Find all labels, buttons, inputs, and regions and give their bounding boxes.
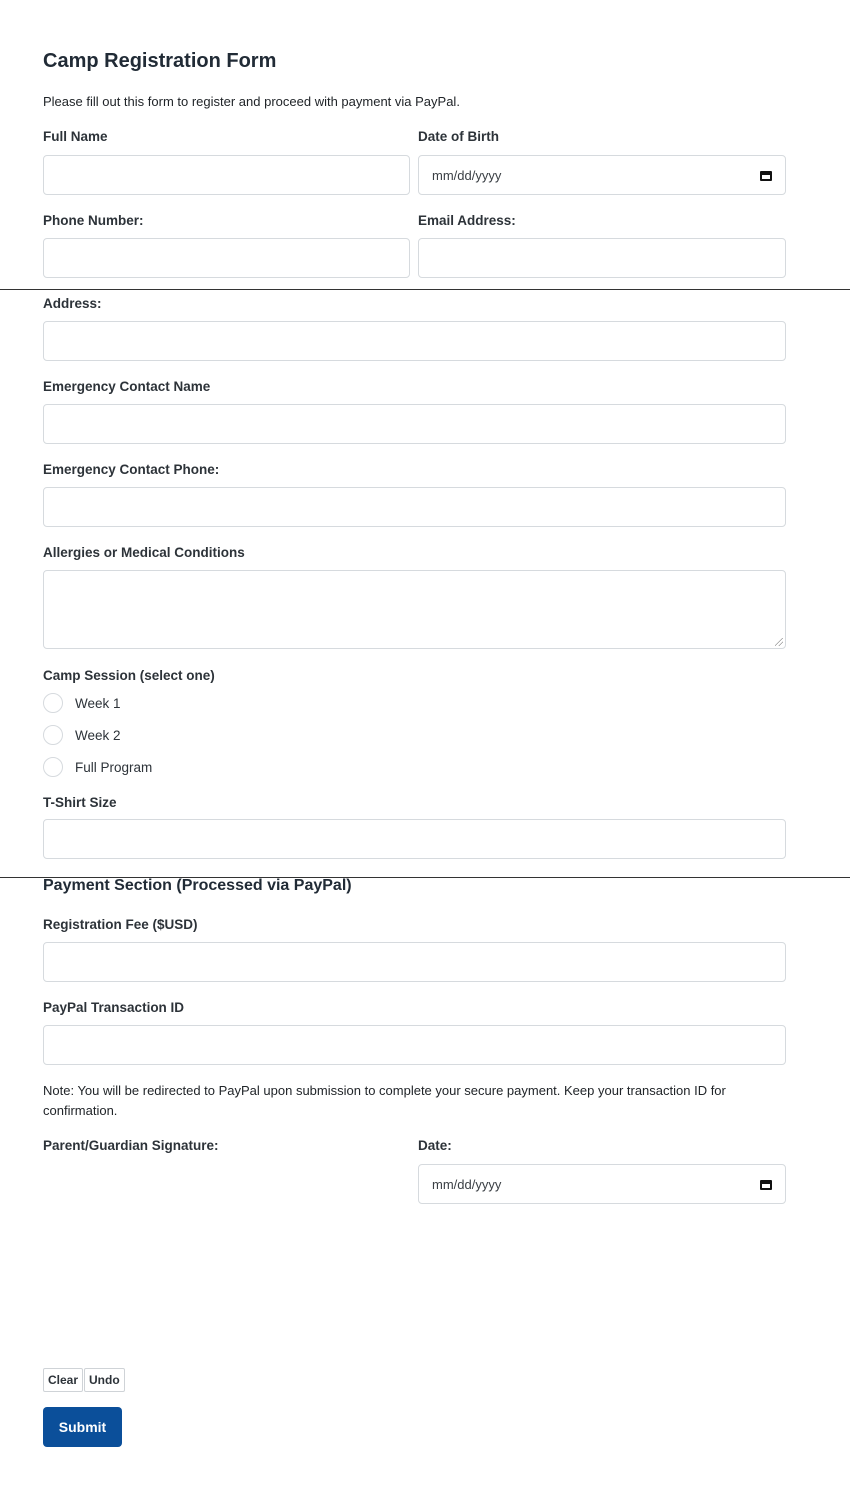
full-name-label: Full Name bbox=[43, 129, 108, 144]
phone-number-label: Phone Number: bbox=[43, 213, 144, 228]
section-divider bbox=[0, 289, 850, 290]
calendar-icon[interactable] bbox=[760, 1179, 772, 1190]
allergies-label: Allergies or Medical Conditions bbox=[43, 545, 245, 560]
signature-pad[interactable] bbox=[43, 1162, 403, 1357]
resize-grip-icon[interactable] bbox=[775, 638, 783, 646]
paypal-transaction-id-input[interactable] bbox=[43, 1025, 786, 1065]
radio-label: Week 1 bbox=[75, 695, 121, 711]
date-of-birth-label: Date of Birth bbox=[418, 129, 499, 144]
radio-button[interactable] bbox=[43, 693, 63, 713]
payment-section-heading: Payment Section (Processed via PayPal) bbox=[43, 877, 352, 894]
phone-number-input[interactable] bbox=[43, 238, 410, 278]
camp-session-label: Camp Session (select one) bbox=[43, 668, 215, 683]
address-input[interactable] bbox=[43, 321, 786, 361]
radio-button[interactable] bbox=[43, 757, 63, 777]
emergency-contact-phone-label: Emergency Contact Phone: bbox=[43, 462, 220, 477]
payment-note: Note: You will be redirected to PayPal upon submission to complete your secure payment. Keep your transaction ID for confirmation. bbox=[43, 1083, 726, 1118]
session-option-week-2[interactable] bbox=[43, 725, 121, 745]
submit-button[interactable]: Submit bbox=[43, 1407, 122, 1447]
undo-signature-button[interactable]: Undo bbox=[84, 1368, 125, 1392]
email-address-label: Email Address: bbox=[418, 213, 516, 228]
emergency-contact-name-label: Emergency Contact Name bbox=[43, 379, 211, 394]
registration-fee-label: Registration Fee ($USD) bbox=[43, 917, 198, 932]
radio-label: Week 2 bbox=[75, 727, 121, 743]
emergency-contact-phone-input[interactable] bbox=[43, 487, 786, 527]
registration-fee-input[interactable] bbox=[43, 942, 786, 982]
email-address-input[interactable] bbox=[418, 238, 786, 278]
session-option-full-program[interactable] bbox=[43, 757, 152, 777]
date-of-birth-input[interactable] bbox=[418, 155, 786, 195]
signature-label: Parent/Guardian Signature: bbox=[43, 1138, 219, 1153]
full-name-input[interactable] bbox=[43, 155, 410, 195]
form-title: Camp Registration Form bbox=[43, 50, 277, 72]
address-label: Address: bbox=[43, 296, 102, 311]
radio-button[interactable] bbox=[43, 725, 63, 745]
clear-signature-button[interactable]: Clear bbox=[43, 1368, 83, 1392]
radio-label: Full Program bbox=[75, 759, 153, 775]
signature-date-label: Date: bbox=[418, 1138, 452, 1153]
form-intro: Please fill out this form to register and proceed with payment via PayPal. bbox=[43, 94, 460, 109]
allergies-textarea[interactable] bbox=[43, 570, 786, 649]
signature-date-input[interactable] bbox=[418, 1164, 786, 1204]
session-option-week-1[interactable] bbox=[43, 693, 121, 713]
tshirt-size-input[interactable] bbox=[43, 819, 786, 859]
paypal-transaction-id-label: PayPal Transaction ID bbox=[43, 1000, 185, 1015]
tshirt-size-label: T-Shirt Size bbox=[43, 795, 117, 810]
date-of-birth-placeholder: mm/dd/yyyy bbox=[432, 167, 502, 183]
signature-date-placeholder: mm/dd/yyyy bbox=[432, 1176, 502, 1192]
calendar-icon[interactable] bbox=[760, 170, 772, 181]
emergency-contact-name-input[interactable] bbox=[43, 404, 786, 444]
